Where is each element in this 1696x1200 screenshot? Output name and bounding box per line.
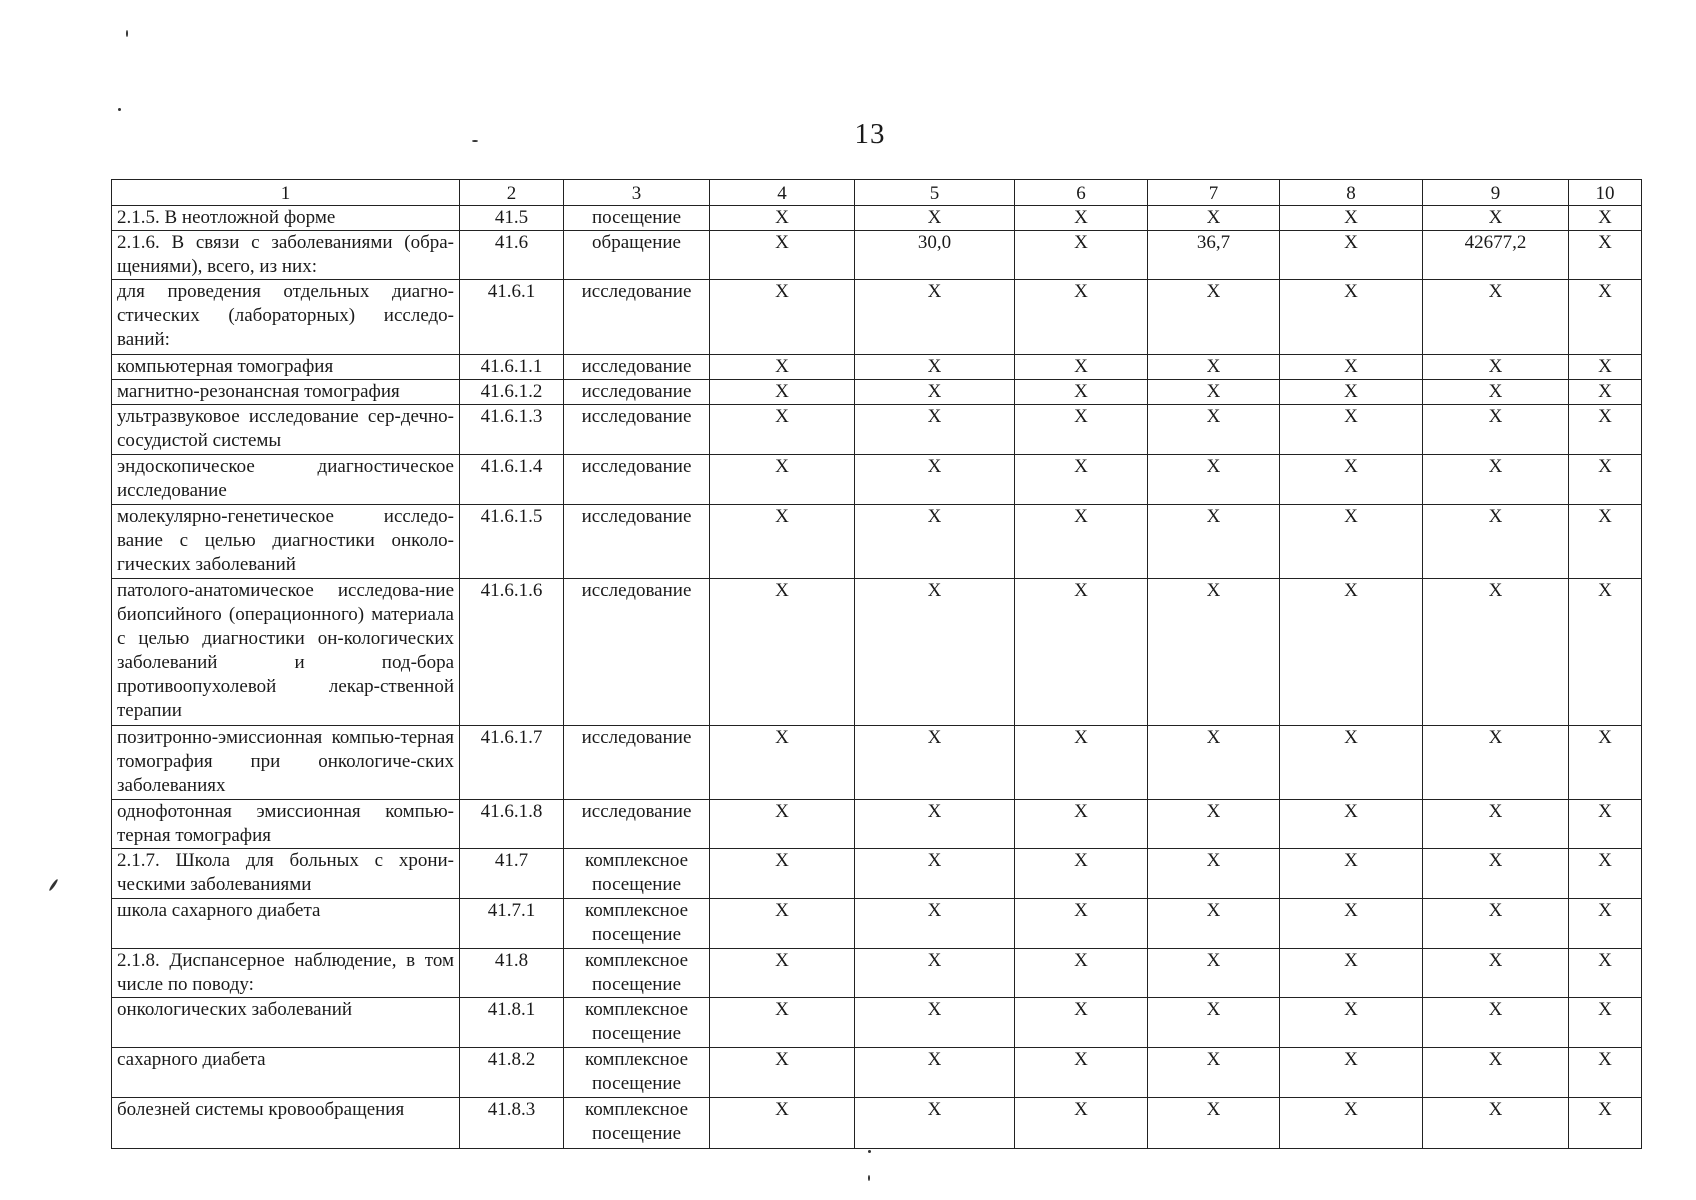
value-cell: 42677,2 [1423, 231, 1569, 280]
value-cell: X [855, 455, 1015, 505]
page-number: 13 [854, 118, 886, 150]
table-row [112, 949, 1642, 998]
value-cell: X [710, 949, 855, 998]
value-cell: X [855, 380, 1015, 405]
unit-of-measure: исследование [564, 405, 710, 455]
value-cell: X [1015, 579, 1148, 726]
unit-of-measure: исследование [564, 380, 710, 405]
value-cell: X [1015, 949, 1148, 998]
value-cell: X [855, 355, 1015, 380]
row-description: 2.1.8. Диспансерное наблюдение, в том числе по поводу: [112, 949, 460, 998]
value-cell: X [1148, 355, 1280, 380]
unit-of-measure: исследование [564, 355, 710, 380]
table-row [112, 800, 1642, 849]
value-cell: X [1423, 800, 1569, 849]
value-cell: X [1015, 998, 1148, 1048]
row-code: 41.6.1.2 [460, 380, 564, 405]
value-cell: X [855, 280, 1015, 355]
scan-speck [48, 878, 58, 891]
column-number: 7 [1148, 180, 1280, 206]
table-row [112, 280, 1642, 355]
unit-of-measure: комплексное посещение [564, 1098, 710, 1149]
value-cell: X [1148, 726, 1280, 800]
row-code: 41.6 [460, 231, 564, 280]
table-row [112, 405, 1642, 455]
value-cell: X [710, 726, 855, 800]
value-cell: 36,7 [1148, 231, 1280, 280]
row-description: школа сахарного диабета [112, 899, 460, 949]
value-cell: X [855, 579, 1015, 726]
value-cell: X [1423, 726, 1569, 800]
unit-of-measure: комплексное посещение [564, 849, 710, 899]
value-cell: X [1280, 505, 1423, 579]
value-cell: X [1148, 380, 1280, 405]
column-number: 3 [564, 180, 710, 206]
column-number: 4 [710, 180, 855, 206]
value-cell: X [1280, 579, 1423, 726]
scan-speck [126, 30, 128, 37]
row-description: 2.1.5. В неотложной форме [112, 206, 460, 231]
row-code: 41.8.2 [460, 1048, 564, 1098]
value-cell: X [1280, 206, 1423, 231]
unit-of-measure: исследование [564, 726, 710, 800]
row-description: 2.1.6. В связи с заболеваниями (обра-щениями), всего, из них: [112, 231, 460, 280]
value-cell: X [1569, 280, 1642, 355]
value-cell: X [1015, 1048, 1148, 1098]
table-row [112, 1098, 1642, 1149]
value-cell: X [1569, 405, 1642, 455]
value-cell: X [710, 1098, 855, 1149]
row-description: болезней системы кровообращения [112, 1098, 460, 1149]
table-row [112, 231, 1642, 280]
column-number: 9 [1423, 180, 1569, 206]
row-description: 2.1.7. Школа для больных с хрони-ческими заболеваниями [112, 849, 460, 899]
value-cell: X [1423, 579, 1569, 726]
table-row [112, 899, 1642, 949]
value-cell: X [1280, 800, 1423, 849]
row-code: 41.6.1.1 [460, 355, 564, 380]
table-row [112, 355, 1642, 380]
value-cell: X [1569, 849, 1642, 899]
scan-speck [868, 1150, 871, 1153]
value-cell: X [1423, 455, 1569, 505]
row-description: ультразвуковое исследование сер-дечно-сосудистой системы [112, 405, 460, 455]
row-code: 41.6.1.6 [460, 579, 564, 726]
row-description: эндоскопическое диагностическое исследование [112, 455, 460, 505]
value-cell: X [1148, 800, 1280, 849]
row-description: магнитно-резонансная томография [112, 380, 460, 405]
value-cell: X [1015, 355, 1148, 380]
value-cell: X [710, 505, 855, 579]
value-cell: X [1148, 1098, 1280, 1149]
unit-of-measure: обращение [564, 231, 710, 280]
row-description: для проведения отдельных диагно-стических (лабораторных) исследо-ваний: [112, 280, 460, 355]
row-code: 41.6.1.4 [460, 455, 564, 505]
value-cell: X [1015, 380, 1148, 405]
value-cell: X [710, 355, 855, 380]
value-cell: X [1569, 579, 1642, 726]
value-cell: X [710, 800, 855, 849]
value-cell: X [1280, 455, 1423, 505]
value-cell: X [1569, 899, 1642, 949]
value-cell: X [1423, 206, 1569, 231]
value-cell: X [710, 405, 855, 455]
value-cell: X [1569, 1098, 1642, 1149]
row-description: патолого-анатомическое исследова-ние биопсийного (операционного) материала с целью диагностики он-кологических заболеваний и под-бора противоопухолевой лекар-ственной терапии [112, 579, 460, 726]
value-cell: X [1148, 455, 1280, 505]
row-code: 41.6.1.7 [460, 726, 564, 800]
value-cell: X [1423, 505, 1569, 579]
value-cell: X [1280, 849, 1423, 899]
value-cell: X [1015, 849, 1148, 899]
row-code: 41.5 [460, 206, 564, 231]
row-description: молекулярно-генетическое исследо-вание с целью диагностики онколо-гических заболеваний [112, 505, 460, 579]
row-code: 41.7 [460, 849, 564, 899]
value-cell: X [1015, 505, 1148, 579]
value-cell: X [855, 505, 1015, 579]
value-cell: X [855, 726, 1015, 800]
value-cell: X [1280, 899, 1423, 949]
value-cell: X [1280, 405, 1423, 455]
table-row [112, 455, 1642, 505]
column-number: 2 [460, 180, 564, 206]
value-cell: X [855, 1098, 1015, 1149]
value-cell: X [1015, 206, 1148, 231]
value-cell: X [710, 380, 855, 405]
scan-speck [868, 1175, 870, 1181]
value-cell: X [1423, 849, 1569, 899]
value-cell: X [1280, 1048, 1423, 1098]
table-body [112, 180, 1642, 1149]
value-cell: X [1015, 726, 1148, 800]
value-cell: X [855, 849, 1015, 899]
unit-of-measure: комплексное посещение [564, 899, 710, 949]
value-cell: X [1569, 800, 1642, 849]
row-code: 41.8.1 [460, 998, 564, 1048]
value-cell: X [710, 849, 855, 899]
value-cell: X [1148, 280, 1280, 355]
column-number: 6 [1015, 180, 1148, 206]
value-cell: X [1280, 949, 1423, 998]
unit-of-measure: исследование [564, 579, 710, 726]
row-code: 41.6.1.8 [460, 800, 564, 849]
row-description: однофотонная эмиссионная компью-терная томография [112, 800, 460, 849]
value-cell: X [1569, 455, 1642, 505]
value-cell: X [710, 455, 855, 505]
unit-of-measure: исследование [564, 455, 710, 505]
value-cell: X [855, 405, 1015, 455]
unit-of-measure: исследование [564, 280, 710, 355]
value-cell: X [1280, 231, 1423, 280]
value-cell: X [1148, 405, 1280, 455]
value-cell: X [710, 231, 855, 280]
unit-of-measure: исследование [564, 505, 710, 579]
table-row [112, 380, 1642, 405]
value-cell: X [1569, 505, 1642, 579]
value-cell: X [1015, 231, 1148, 280]
value-cell: X [1148, 579, 1280, 726]
value-cell: X [710, 998, 855, 1048]
value-cell: X [1280, 355, 1423, 380]
row-code: 41.8 [460, 949, 564, 998]
unit-of-measure: комплексное посещение [564, 998, 710, 1048]
column-number: 5 [855, 180, 1015, 206]
value-cell: X [1423, 949, 1569, 998]
row-code: 41.7.1 [460, 899, 564, 949]
row-description: сахарного диабета [112, 1048, 460, 1098]
value-cell: X [1280, 380, 1423, 405]
table-row [112, 579, 1642, 726]
unit-of-measure: исследование [564, 800, 710, 849]
value-cell: X [1423, 1098, 1569, 1149]
table-row [112, 206, 1642, 231]
table-row [112, 726, 1642, 800]
row-code: 41.6.1 [460, 280, 564, 355]
value-cell: X [710, 579, 855, 726]
value-cell: X [1015, 800, 1148, 849]
table-row [112, 505, 1642, 579]
value-cell: X [1148, 1048, 1280, 1098]
value-cell: X [1423, 280, 1569, 355]
value-cell: X [710, 1048, 855, 1098]
value-cell: X [1015, 280, 1148, 355]
row-description: компьютерная томография [112, 355, 460, 380]
value-cell: X [855, 1048, 1015, 1098]
value-cell: X [710, 206, 855, 231]
value-cell: X [1015, 405, 1148, 455]
value-cell: X [1569, 355, 1642, 380]
unit-of-measure: комплексное посещение [564, 949, 710, 998]
value-cell: X [1148, 849, 1280, 899]
value-cell: X [1148, 949, 1280, 998]
column-number-row [112, 180, 1642, 206]
value-cell: X [855, 800, 1015, 849]
column-number: 8 [1280, 180, 1423, 206]
value-cell: X [1569, 206, 1642, 231]
row-code: 41.8.3 [460, 1098, 564, 1149]
value-cell: X [1015, 1098, 1148, 1149]
value-cell: X [1423, 380, 1569, 405]
value-cell: X [1569, 949, 1642, 998]
value-cell: X [855, 899, 1015, 949]
value-cell: X [1015, 899, 1148, 949]
value-cell: X [1423, 1048, 1569, 1098]
value-cell: X [1423, 355, 1569, 380]
value-cell: X [1148, 998, 1280, 1048]
row-description: позитронно-эмиссионная компью-терная томография при онкологиче-ских заболеваниях [112, 726, 460, 800]
row-code: 41.6.1.5 [460, 505, 564, 579]
value-cell: X [855, 998, 1015, 1048]
table-row [112, 1048, 1642, 1098]
row-description: онкологических заболеваний [112, 998, 460, 1048]
value-cell: X [1569, 1048, 1642, 1098]
value-cell: X [1569, 231, 1642, 280]
value-cell: 30,0 [855, 231, 1015, 280]
value-cell: X [1280, 726, 1423, 800]
value-cell: X [710, 280, 855, 355]
value-cell: X [1148, 505, 1280, 579]
scan-speck [118, 108, 121, 111]
table-row [112, 998, 1642, 1048]
value-cell: X [1280, 998, 1423, 1048]
value-cell: X [855, 206, 1015, 231]
value-cell: X [1280, 280, 1423, 355]
value-cell: X [855, 949, 1015, 998]
value-cell: X [1423, 899, 1569, 949]
data-table [111, 179, 1642, 1149]
unit-of-measure: посещение [564, 206, 710, 231]
row-code: 41.6.1.3 [460, 405, 564, 455]
column-number: 1 [112, 180, 460, 206]
scan-speck [472, 140, 478, 142]
value-cell: X [1423, 405, 1569, 455]
value-cell: X [710, 899, 855, 949]
value-cell: X [1569, 998, 1642, 1048]
value-cell: X [1015, 455, 1148, 505]
value-cell: X [1148, 899, 1280, 949]
value-cell: X [1423, 998, 1569, 1048]
column-number: 10 [1569, 180, 1642, 206]
value-cell: X [1569, 380, 1642, 405]
value-cell: X [1148, 206, 1280, 231]
value-cell: X [1280, 1098, 1423, 1149]
table-row [112, 849, 1642, 899]
unit-of-measure: комплексное посещение [564, 1048, 710, 1098]
value-cell: X [1569, 726, 1642, 800]
